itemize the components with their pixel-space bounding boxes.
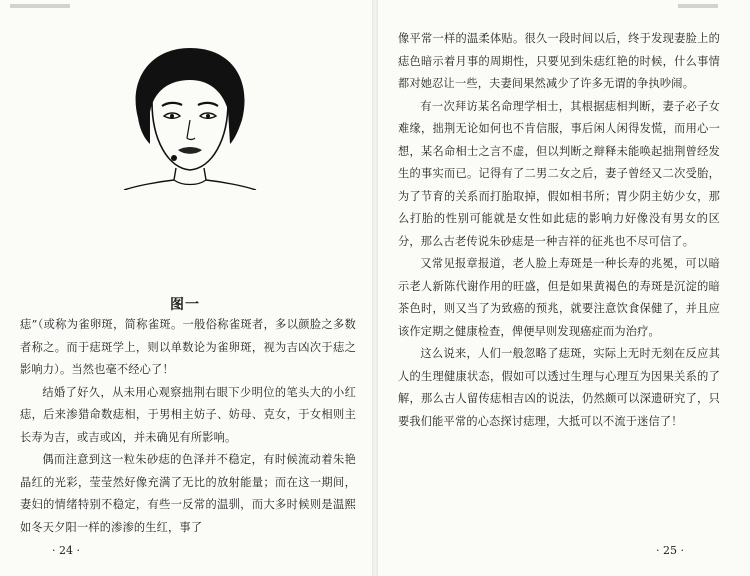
right-paragraph-1: 像平常一样的温柔体贴。很久一段时间以后，终于发现妻脸上的痣色暗示着月事的周期性，只要见到朱痣红艳的时候，什么事情都对她忍让一些，夫妻间果然减少了许多无谓的争执吵闹。 — [398, 32, 720, 90]
figure-caption: 图一 — [170, 297, 200, 313]
right-paragraph-3: 又常见报章报道，老人脸上寿斑是一种长寿的兆冕，可以暗示老人新陈代谢作用的旺盛，但是如果黄褐色的寿斑是沉淀的暗茶色时，则又当了为致癌的预兆，就要注意饮食保健了，并且应该作定期之健康检查，俾便早则发现癌症而为治疗。 — [398, 257, 720, 338]
scan-header-mark — [678, 4, 718, 8]
left-paragraph-1: 痣”（或称为雀卵斑，简称雀斑。一般俗称雀斑者，多以颜脸之多数者称之。而于痣斑学上，则以单数论为雀卵斑，视为吉凶次于痣之影响力）。当然也毫不经心了！ — [20, 318, 356, 376]
right-paragraph-4: 这么说来，人们一般忽略了痣斑，实际上无时无刻在反应其人的生理健康状态，假如可以透过生理与心理互为因果关系的了解，那么古人留传痣相吉凶的说法，仍然颇可以深遗研究了，只要我们能平常的心态探讨痣理，大抵可以不流于迷信了！ — [398, 347, 720, 428]
portrait-illustration — [110, 40, 270, 190]
right-paragraph-2: 有一次拜访某名命理学相士，其根据痣相判断，妻子必子女难缘，拙荆无论如何也不肯信服，事后闲人闲得发慌，而用心一想，某名命相士之言不虚，但以判断之辩释未能唤起拙荆曾经发生的事实而已。记得有了二男二女之后，妻子曾经又二次受胎，为了节育的关系而打胎取掉，假如相书所；胃少阴主妨少女，那么打胎的性别可能就是女性如此痣的影响力好像没有男女的区分，那么古老传说朱砂痣是一种吉祥的征兆也不尽可信了。 — [398, 99, 720, 248]
right-body-text — [398, 28, 720, 433]
scan-header-mark — [10, 4, 70, 8]
left-page — [0, 0, 372, 576]
left-paragraph-3: 偶而注意到这一粒朱砂痣的色泽并不稳定，有时候流动着朱艳晶红的光彩，莹莹然好像充满了无比的放射能量；而在这一期间，妻妇的情绪特别不稳定，有些一反常的温驯，而大多时候则是温熙如冬天夕阳一样的渗渗的生红，事了 — [20, 453, 356, 534]
right-page-number: · 25 · — [656, 544, 684, 557]
left-body-text — [20, 314, 356, 539]
left-paragraph-2: 结婚了好久，从未用心观察拙荆右眼下少明位的笔头大的小红痣，后来渗猎命数痣相，于男相主妨子、妨母、克女，于女相则主长寿为吉，或吉或凶，并未确见有所影响。 — [20, 385, 356, 444]
left-page-number: · 24 · — [52, 544, 80, 557]
